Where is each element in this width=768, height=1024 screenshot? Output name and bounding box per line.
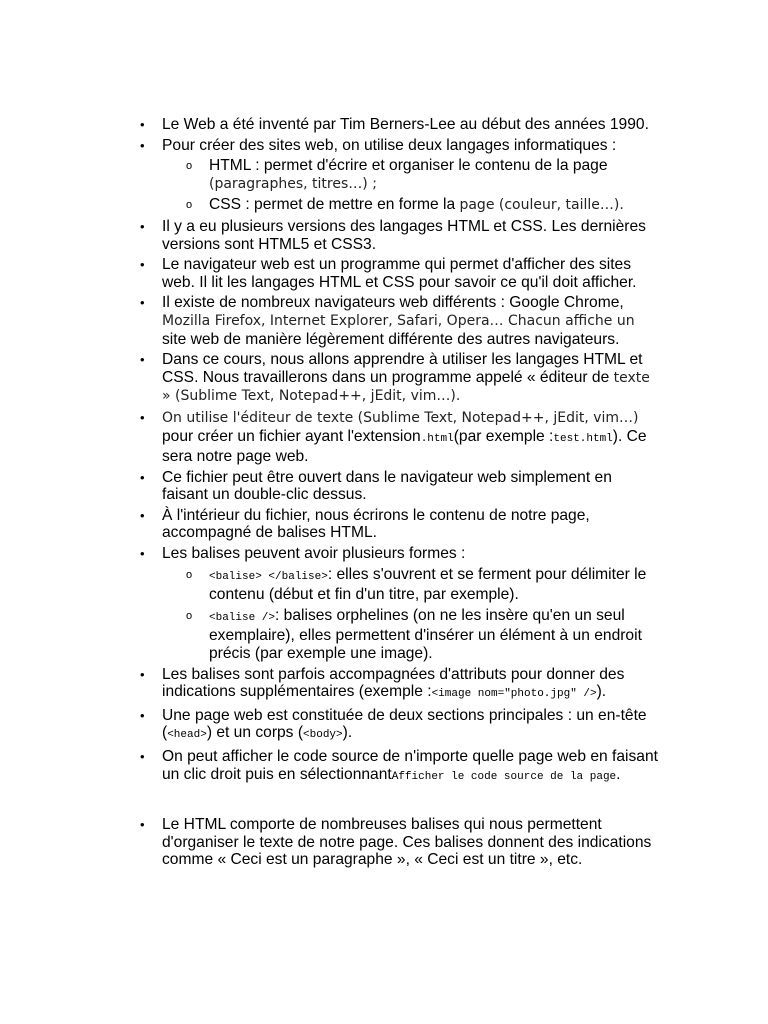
bullet-icon: • <box>140 117 145 132</box>
inline-code: <body> <box>303 729 343 742</box>
bullet-icon: • <box>140 409 145 425</box>
item-text: Le HTML comporte de nombreuses balises qui nous permettent d'organiser le texte de notre page. Ces balises donnent des indications comme « Ceci est un paragraphe », « Ceci est un titre », etc. <box>162 816 652 869</box>
bullet-icon: • <box>140 352 145 368</box>
inline-code: Afficher le code source de la page <box>391 770 617 783</box>
list-item <box>0 351 658 406</box>
bullet-icon: • <box>140 749 145 764</box>
list-item <box>0 469 658 504</box>
circle-bullet-icon: o <box>186 568 193 581</box>
item-text: Les balises peuvent avoir plusieurs formes : <box>162 545 466 563</box>
inline-code: <balise /> <box>209 611 276 624</box>
bullet-icon: • <box>140 469 145 485</box>
item-text: Mozilla Firefox, Internet Explorer, Safari, Opera… Chacun affiche un <box>162 312 635 329</box>
item-text: ). Ce sera notre page web. <box>162 427 647 466</box>
circle-bullet-icon: o <box>186 199 193 212</box>
inline-code: <head> <box>167 729 207 742</box>
item-text: site web de manière légèrement différente des autres navigateurs. <box>162 330 620 348</box>
sub-list-item <box>0 157 658 193</box>
circle-bullet-icon: o <box>186 160 193 173</box>
item-text: texte » (Sublime Text, Notepad++, jEdit, vim…). <box>162 369 650 405</box>
sub-list-item <box>0 566 658 604</box>
circle-bullet-icon: o <box>186 609 193 622</box>
document-body <box>0 116 768 872</box>
item-text: Dans ce cours, nous allons apprendre à utiliser les langages HTML et CSS. Nous travaillerons dans un programme appelé « éditeur de <box>162 351 643 386</box>
list-item <box>0 545 658 563</box>
bullet-icon: • <box>140 137 145 153</box>
item-text: On utilise l'éditeur de texte (Sublime Text, Notepad++, jEdit, vim…) <box>162 409 639 426</box>
item-text: ). <box>596 683 607 701</box>
list-item <box>0 507 658 542</box>
list-item <box>0 409 658 466</box>
section-gap <box>0 789 768 816</box>
list-item <box>0 707 658 745</box>
sub-list-item <box>0 196 658 215</box>
list-item <box>0 256 658 291</box>
item-text: CSS : permet de mettre en forme la <box>209 196 460 214</box>
item-text: pour créer un fichier ayant l'extension <box>162 427 421 445</box>
bullet-icon: • <box>140 507 145 523</box>
item-text: : balises orphelines (on ne les insère qu'en un seul exemplaire), elles permettent d'insérer un élément à un endroit précis (par exemple une image). <box>209 606 642 663</box>
item-text: Une page web est constituée de deux sections principales : un en-tête ( <box>162 706 647 742</box>
list-item <box>0 816 658 869</box>
item-text: Pour créer des sites web, on utilise deux langages informatiques : <box>162 136 617 154</box>
list-item <box>0 116 658 134</box>
item-text: Ce fichier peut être ouvert dans le navigateur web simplement en faisant un double-clic dessus. <box>162 468 612 504</box>
list-item <box>0 294 658 348</box>
bullet-icon: • <box>140 257 145 273</box>
inline-code: .html <box>420 432 454 445</box>
item-text: HTML : permet d'écrire et organiser le contenu de la page <box>209 157 608 175</box>
bullet-icon: • <box>140 817 145 833</box>
item-text: Il existe de nombreux navigateurs web différents : Google Chrome, <box>162 294 624 312</box>
item-text: Le navigateur web est un programme qui permet d'afficher des sites web. Il lit les langages HTML et CSS pour savoir ce qu'il doit afficher. <box>162 256 637 291</box>
bullet-icon: • <box>140 666 145 682</box>
list-item <box>0 748 658 786</box>
bullet-icon: • <box>140 295 145 311</box>
item-text: (par exemple : <box>453 427 554 445</box>
bullet-icon: • <box>140 218 145 234</box>
item-text: À l'intérieur du fichier, nous écrirons le contenu de notre page, accompagné de balises HTML. <box>162 506 590 542</box>
bullet-icon: • <box>140 707 145 723</box>
bullet-icon: • <box>140 546 145 562</box>
inline-code: <image nom="photo.jpg" /> <box>431 688 597 701</box>
item-text: Il y a eu plusieurs versions des langages HTML et CSS. Les dernières versions sont HTML5 et CSS3. <box>162 217 646 253</box>
sub-list-item <box>0 607 658 663</box>
item-text: Les balises sont parfois accompagnées d'attributs pour donner des indications supplémentaires (exemple : <box>162 665 625 701</box>
inline-code: test.html <box>553 432 613 445</box>
item-text: ). <box>342 724 353 742</box>
list-item <box>0 218 658 253</box>
list-item <box>0 137 658 155</box>
item-text: (paragraphes, titres…) ; <box>209 175 377 192</box>
item-text: : elles s'ouvrent et se ferment pour délimiter le contenu (début et fin d'un titre, par exemple). <box>209 565 647 604</box>
item-text: ) et un corps ( <box>206 724 304 742</box>
list-item <box>0 666 658 704</box>
item-text: page (couleur, taille…). <box>459 197 624 214</box>
inline-code: <balise> </balise> <box>209 570 328 583</box>
item-text: . <box>616 765 621 783</box>
item-text: On peut afficher le code source de n'importe quelle page web en faisant un clic droit puis en sélectionnant <box>162 748 658 783</box>
item-text: Le Web a été inventé par Tim Berners-Lee au début des années 1990. <box>162 116 649 133</box>
